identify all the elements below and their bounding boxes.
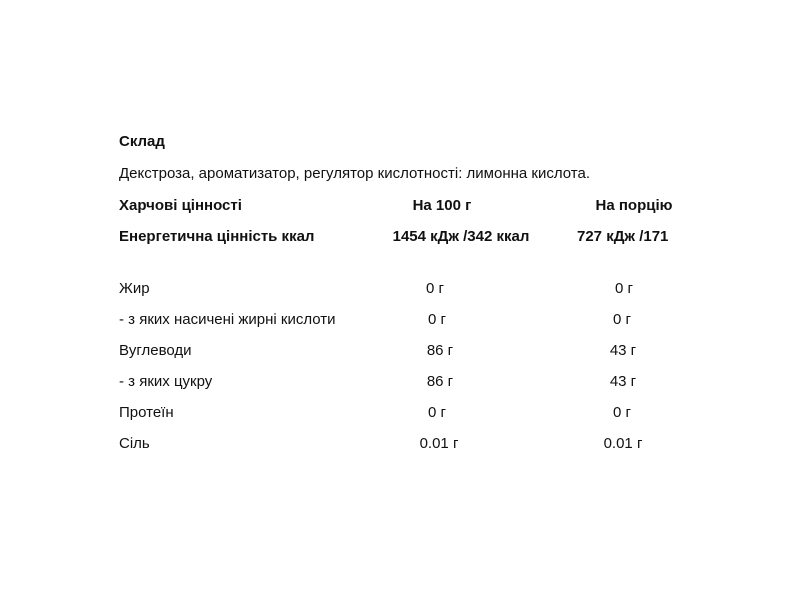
column-header-per-portion: На порцію bbox=[595, 197, 673, 214]
nutrient-per-portion: 0 г bbox=[613, 404, 631, 421]
nutrient-per-portion: 0.01 г bbox=[603, 435, 643, 452]
nutrition-row-carbohydrates bbox=[119, 340, 699, 371]
ingredients-text: Декстроза, ароматизатор, регулятор кислотності: лимонна кислота. bbox=[119, 165, 590, 182]
nutrition-row-protein bbox=[119, 402, 699, 433]
nutrient-per-portion: 0 г bbox=[615, 280, 633, 297]
nutrient-per-100g: 1454 кДж /342 ккал bbox=[392, 228, 530, 245]
nutrition-row-energy bbox=[119, 226, 699, 278]
nutrition-document bbox=[119, 131, 699, 464]
nutrition-row-saturated-fat bbox=[119, 309, 699, 340]
composition-heading: Склад bbox=[119, 133, 165, 150]
nutrient-per-100g: 0.01 г bbox=[419, 435, 459, 452]
nutrient-name: - з яких насичені жирні кислоти bbox=[119, 311, 336, 328]
nutrient-per-100g: 86 г bbox=[426, 342, 454, 359]
nutrient-name: - з яких цукру bbox=[119, 373, 213, 390]
nutrition-row-fat bbox=[119, 278, 699, 309]
nutrient-per-100g: 0 г bbox=[428, 404, 446, 421]
nutrient-name: Енергетична цінність ккал bbox=[119, 228, 315, 245]
nutrient-per-100g: 0 г bbox=[428, 311, 446, 328]
nutrition-header-row bbox=[119, 195, 699, 226]
nutrient-name: Сіль bbox=[119, 435, 150, 452]
nutrient-name: Жир bbox=[119, 280, 150, 297]
nutrient-per-portion: 0 г bbox=[613, 311, 631, 328]
nutrition-row-salt bbox=[119, 433, 699, 464]
nutrition-row-sugars bbox=[119, 371, 699, 402]
column-header-per-100g: На 100 г bbox=[412, 197, 472, 214]
nutrient-per-100g: 0 г bbox=[426, 280, 444, 297]
column-header-name: Харчові цінності bbox=[119, 197, 242, 214]
nutrient-per-portion: 43 г bbox=[609, 342, 637, 359]
nutrient-per-portion: 43 г bbox=[609, 373, 637, 390]
nutrient-name: Вуглеводи bbox=[119, 342, 192, 359]
nutrient-per-portion: 727 кДж /171 bbox=[577, 228, 669, 245]
nutrient-name: Протеїн bbox=[119, 404, 174, 421]
nutrient-per-100g: 86 г bbox=[426, 373, 454, 390]
